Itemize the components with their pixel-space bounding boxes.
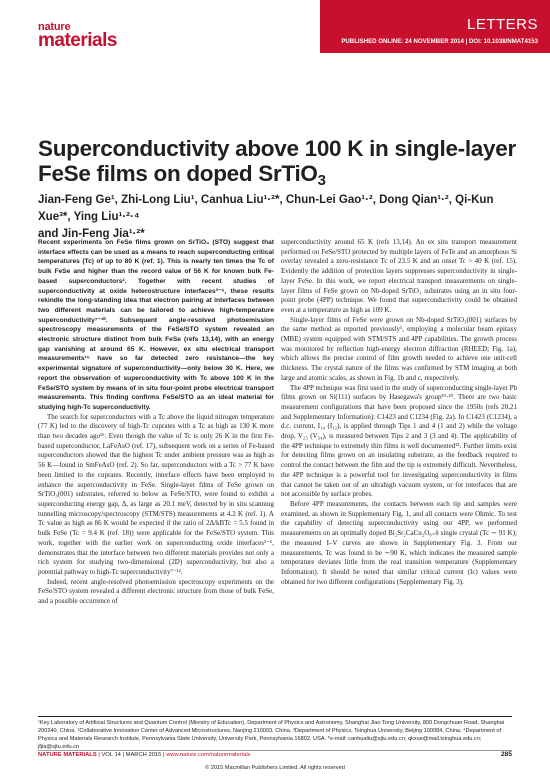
- footer-divider: [38, 750, 512, 751]
- text-column-left: [38, 238, 274, 708]
- article-title: [38, 136, 518, 189]
- paragraph: The 4PP technique was first used in the study of superconducting single-layer Pb films grown on Si(111) surfaces by Hasegawa's group¹⁹·²⁰. There are two basic measurement configurations that have been proposed since the 1950s (refs 20,21 and Supplementary Information): C1423 and C1234 (Fig. 2a). In C1423 (C1234), a d.c. current, I₁₄ (I₁₂), is applied through Tips 1 and 4 (1 and 2) while the voltage drop, V₂₃ (V₃₄), is measured between Tips 2 and 3 (3 and 4). The applicability of the 4PP technique to extremely thin films is well documented²². Further limits exist for detecting films grown on an insulating substrate, as the feedback required to control the contact between the film and the tip is extremely difficult. Nevertheless, the 4PP technique is a powerful tool for investigating superconductivity in films that cannot be taken out of an ultrahigh vacuum system, or for interfaces that are not accessible by surface probes.: [281, 383, 517, 499]
- journal-logo: [38, 22, 117, 50]
- paragraph: Indeed, recent angle-resolved photoemission spectroscopy experiments on the FeSe/STO system revealed a different electronic structure from those of bulk FeSe, and a possible occurrence of: [38, 577, 274, 606]
- footer-issue: | VOL 14 | MARCH 2015 |: [96, 752, 167, 758]
- logo-word-nature: nature: [38, 21, 71, 33]
- paragraph: The search for superconductors with a Tc above the liquid nitrogen temperature (77 K) led to the discovery of high-Tc cuprates with a Tc as high as 130 K more than two decades ago¹⁶. Even though the value of Tc is only 26 K in the first Fe-based superconductor, LaFeAsO (ref. 17), subsequent work on a series of Fe-based superconductors showed that the highest Tc under ambient pressure was as high as 56 K—found in SmFeAsO (ref. 2). So far, superconductors with a Tc > 77 K have been limited to the cuprates. Recently, interface effects have been employed to enhance the superconductivity in FeSe. Single-layer films of FeSe grown on SrTiO₃(001) substrates, referred to below as FeSe/STO, were found to exhibit a superconducting energy gap, Δ, as large as 20.1 meV, detected by in situ scanning tunnelling microscopy/spectroscopy (STM/STS) measurements at 4.2 K (ref. 1). A Tc value as high as 86 K would be expected if the ratio of 2Δ/kBTc = 5.5 found in bulk FeSe (Tc = 9.4 K (ref. 18)) were applicable for the FeSe/STO system. This work, together with the earlier work on superconducting oxide interfaces³⁻⁶, demonstrates that the interface between two different materials provides not only a rich system for studying two-dimensional (2D) superconductivity, but also a potential pathway to high-Tc superconductivity⁷⁻¹².: [38, 412, 274, 576]
- section-banner: [320, 0, 550, 53]
- abstract: Recent experiments on FeSe films grown on SrTiO₃ (STO) suggest that interface effects can be used as a means to reach superconducting critical temperatures (Tc) of up to 80 K (ref. 1). This is nearly ten times the Tc of bulk FeSe and higher than the record value of 56 K for known bulk Fe-based superconductors². Together with recent studies of superconductivity at oxide heterostructure interfaces³⁻⁶, these results rekindle the long-standing idea that electron pairing at interfaces between two different materials can be tailored to achieve high-temperature superconductivity⁷⁻¹⁰. Subsequent angle-resolved photoemission spectroscopy measurements of the FeSe/STO system revealed an electronic structure distinct from bulk FeSe (refs 13,14), with an energy gap vanishing at around 65 K. However, ex situ electrical transport measurements¹⁵ have so far detected zero resistance—the key experimental signature of superconductivity—only below 30 K. Here, we report the observation of superconductivity with Tc above 100 K in the FeSe/STO system by means of in situ four-point probe electrical transport measurements. This finding confirms FeSe/STO as an ideal material for studying high-Tc superconductivity.: [38, 239, 274, 411]
- logo-word-materials: materials: [38, 30, 117, 51]
- paragraph: Single-layer films of FeSe were grown on Nb-doped SrTiO₃(001) surfaces by the same method as reported previously¹, employing a molecular beam epitaxy (MBE) system equipped with STM/STS and 4PP capabilities. The growth process was monitored by reflection high-energy electron diffraction (RHEED; Fig. 1a), which allows the precise control of film growth needed to achieve one unit-cell thickness. The crystal nature of the films was confirmed by STM imaging at both large and atomic scales, as shown in Fig. 1b and c, respectively.: [281, 315, 517, 382]
- authors-line-2: and Jin-Feng Jia¹·²*: [38, 228, 145, 240]
- text-column-right: [281, 238, 517, 708]
- author-list: [38, 192, 518, 243]
- paragraph: superconductivity around 65 K (refs 13,14). An ex situ transport measurement performed on FeSe/STO protected by multiple layers of FeTe and an amorphous Si overlay revealed a zero-resistance Tc of 23.5 K and an onset Tc > 40 K (ref. 15). Evidently the addition of protection layers suppresses superconductivity in single-layer FeSe. In this work, we report electrical transport measurements on single-layer films of FeSe grown on Nb-doped SrTiO₃ substrates using an in situ four-point probe (4PP) technique. We found that superconductivity could be obtained even at a temperature as high as 109 K.: [281, 238, 517, 314]
- journal-website-link[interactable]: www.nature.com/naturematerials: [166, 752, 251, 758]
- section-label: LETTERS: [466, 16, 538, 33]
- page-number: 285: [500, 751, 512, 758]
- title-subscript: 3: [317, 172, 326, 189]
- affiliations-footnote: ¹Key Laboratory of Artificial Structures and Quantum Control (Ministry of Education), Department of Physics and Astronomy, Shanghai Jiao Tong University, 800 Dongchuan Road, Shanghai 200240, China. ²Collaborative Innovation Center of Advanced Microstructures, Nanjing 210093, China. ³Department of Physics, Tsinghua University, Beijing 100084, China. ⁴Department of Physics and Materials Research Institute, Pennsylvania State University, University Park, Pennsylvania 16802, USA. *e-mail: canhualiu@sjtu.edu.cn; qkxue@mail.tsinghua.edu.cn; jfjia@sjtu.edu.cn: [38, 720, 505, 750]
- footer-journal-name: NATURE MATERIALS: [38, 752, 97, 758]
- footer-citation: [38, 752, 251, 758]
- paragraph: Before 4PP measurements, the contacts between each tip and samples were examined, as shown in Supplementary Fig. 1, and all contacts were Ohmic. To test the capability of detecting superconductivity using our 4PP, we performed measurements on an optimally doped Bi₂Sr₂CaCu₂O₈₊δ single crystal (Tc ∼ 91 K); the measured I–V curves are shown in Supplementary Fig. 3. From our measurements, Tc was found to be ∼90 K, which indicates the measured sample temperature deviates little from the real transition temperature (Supplementary Information). It should be noted that similar critical current (Ic) values were obtained for two different configurations (Supplementary Fig. 3).: [281, 499, 517, 586]
- authors-line-1: Jian-Feng Ge¹, Zhi-Long Liu¹, Canhua Liu¹·²*, Chun-Lei Gao¹·², Dong Qian¹·², Qi-Kun Xue³*, Ying Liu¹·²·⁴: [38, 194, 494, 223]
- title-line-2: FeSe films on doped SrTiO: [38, 161, 318, 186]
- copyright-notice: © 2015 Macmillan Publishers Limited. All rights reserved: [205, 765, 345, 771]
- footnote-divider: [38, 716, 512, 717]
- publication-info: PUBLISHED ONLINE: 24 NOVEMBER 2014 | DOI: 10.1038/NMAT4153: [341, 38, 538, 45]
- title-line-1: Superconductivity above 100 K in single-layer: [38, 136, 516, 161]
